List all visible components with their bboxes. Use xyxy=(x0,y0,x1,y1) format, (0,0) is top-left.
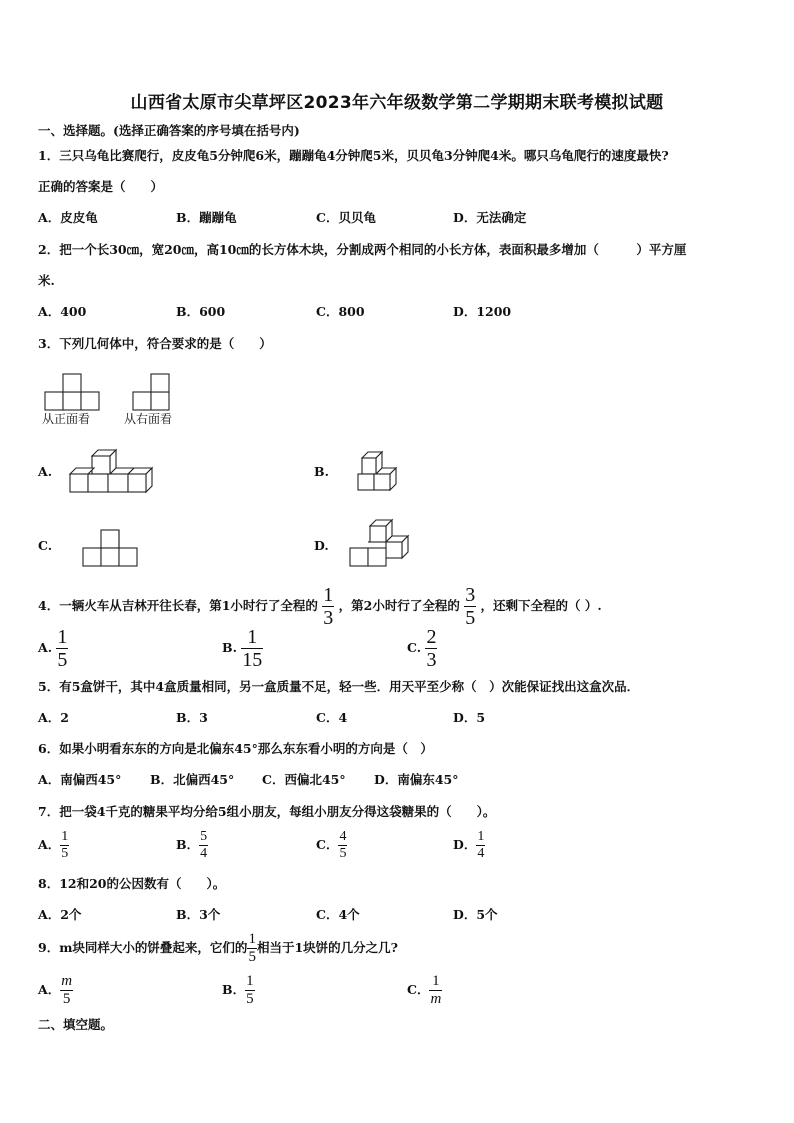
q4-text-pre: 4．一辆火车从吉林开往长春，第1小时行了全程的 xyxy=(38,598,318,613)
q2-option-c[interactable]: C．800 xyxy=(316,304,365,319)
q4-option-c[interactable]: C. $\frac{2}{3}$ xyxy=(407,626,437,671)
section-1-heading: 一、选择题。(选择正确答案的序号填在括号内) xyxy=(38,123,300,138)
q6-option-c[interactable]: C．西偏北45° xyxy=(262,772,346,787)
q1-option-a[interactable]: A．皮皮龟 xyxy=(38,210,98,225)
q9-option-a[interactable]: A． $\frac{m}{5}$ xyxy=(38,973,73,1007)
question-6-text: 6．如果小明看东东的方向是北偏东45°那么东东看小明的方向是（ ） xyxy=(38,741,433,756)
q3-option-d-label[interactable]: D. xyxy=(314,538,329,553)
question-5-text: 5．有5盒饼干，其中4盒质量相同，另一盒质量不足，轻一些．用天平至少称（ ）次能保证找出这盒次品． xyxy=(38,679,640,694)
q9-option-c[interactable]: C． $\frac{1}{m}$ xyxy=(407,973,442,1007)
q4-text-post: ，还剩下全程的（ ）. xyxy=(480,598,602,613)
q5-option-b[interactable]: B．3 xyxy=(176,710,208,725)
front-view-figure xyxy=(44,370,104,412)
q1-option-c[interactable]: C．贝贝龟 xyxy=(316,210,376,225)
q3-option-d-figure[interactable] xyxy=(346,516,416,572)
q4-fraction-1: $\frac{1}{3}$ xyxy=(323,584,334,629)
q1-option-b[interactable]: B．蹦蹦龟 xyxy=(176,210,237,225)
q4-option-b[interactable]: B. $\frac{1}{15}$ xyxy=(222,626,263,671)
q2-option-b[interactable]: B．600 xyxy=(176,304,226,319)
q4-option-a[interactable]: A. $\frac{1}{5}$ xyxy=(38,626,68,671)
q4-text-mid: ，第2小时行了全程的 xyxy=(338,598,460,613)
q1-option-d[interactable]: D．无法确定 xyxy=(453,210,527,225)
q8-option-c[interactable]: C．4个 xyxy=(316,907,360,922)
q3-option-a-figure[interactable] xyxy=(66,448,158,498)
question-3-text: 3．下列几何体中，符合要求的是（ ） xyxy=(38,336,272,351)
q4-fraction-2: $\frac{3}{5}$ xyxy=(465,584,476,629)
page-title: 山西省太原市尖草坪区2023年六年级数学第二学期期末联考模拟试题 xyxy=(130,93,664,113)
q2-option-a[interactable]: A．400 xyxy=(38,304,87,319)
q5-option-c[interactable]: C．4 xyxy=(316,710,348,725)
q8-option-d[interactable]: D．5个 xyxy=(453,907,498,922)
q9-fraction: $\frac{1}{5}$ xyxy=(248,931,256,965)
q7-option-a[interactable]: A． $\frac{1}{5}$ xyxy=(38,829,69,861)
q7-option-d[interactable]: D． $\frac{1}{4}$ xyxy=(453,829,485,861)
q6-option-b[interactable]: B．北偏西45° xyxy=(150,772,235,787)
right-view-figure xyxy=(132,370,172,412)
question-1-text: 1．三只乌龟比赛爬行，皮皮龟5分钟爬6米，蹦蹦龟4分钟爬5米，贝贝龟3分钟爬4米。哪只乌龟爬行的速度最快? xyxy=(38,148,669,163)
question-9-text: 9．m块同样大小的饼叠起来，它们的 $\frac{1}{5}$ 相当于1块饼的几分之几? xyxy=(38,931,398,965)
q6-option-a[interactable]: A．南偏西45° xyxy=(38,772,122,787)
question-7-text: 7．把一袋4千克的糖果平均分给5组小朋友，每组小朋友分得这袋糖果的（ ）。 xyxy=(38,804,496,819)
q3-option-c-figure[interactable] xyxy=(80,526,142,572)
q5-option-d[interactable]: D．5 xyxy=(453,710,486,725)
question-2-text: 2．把一个长30㎝，宽20㎝，高10㎝的长方体木块，分割成两个相同的小长方体，表面积最多增加（ ）平方厘 xyxy=(38,242,687,257)
q3-option-b-figure[interactable] xyxy=(354,450,404,496)
q3-option-b-label[interactable]: B. xyxy=(314,464,329,479)
q7-option-b[interactable]: B． $\frac{5}{4}$ xyxy=(176,829,208,861)
q8-option-b[interactable]: B．3个 xyxy=(176,907,221,922)
q2-option-d[interactable]: D．1200 xyxy=(453,304,512,319)
question-8-text: 8．12和20的公因数有（ ）。 xyxy=(38,876,226,891)
q9-option-b[interactable]: B． $\frac{1}{5}$ xyxy=(222,973,254,1007)
front-view-caption: 从正面看 xyxy=(42,412,91,426)
question-4-text xyxy=(38,585,602,628)
q8-option-a[interactable]: A．2个 xyxy=(38,907,82,922)
q6-option-d[interactable]: D．南偏东45° xyxy=(374,772,459,787)
question-1-answer-line: 正确的答案是（ ） xyxy=(38,179,164,194)
q7-option-c[interactable]: C． $\frac{4}{5}$ xyxy=(316,829,347,861)
q3-option-c-label[interactable]: C. xyxy=(38,538,53,553)
right-view-caption: 从右面看 xyxy=(124,412,173,426)
question-2-text-cont: 米. xyxy=(38,273,55,288)
q3-option-a-label[interactable]: A. xyxy=(38,464,53,479)
q5-option-a[interactable]: A．2 xyxy=(38,710,69,725)
section-2-heading: 二、填空题。 xyxy=(38,1017,114,1032)
